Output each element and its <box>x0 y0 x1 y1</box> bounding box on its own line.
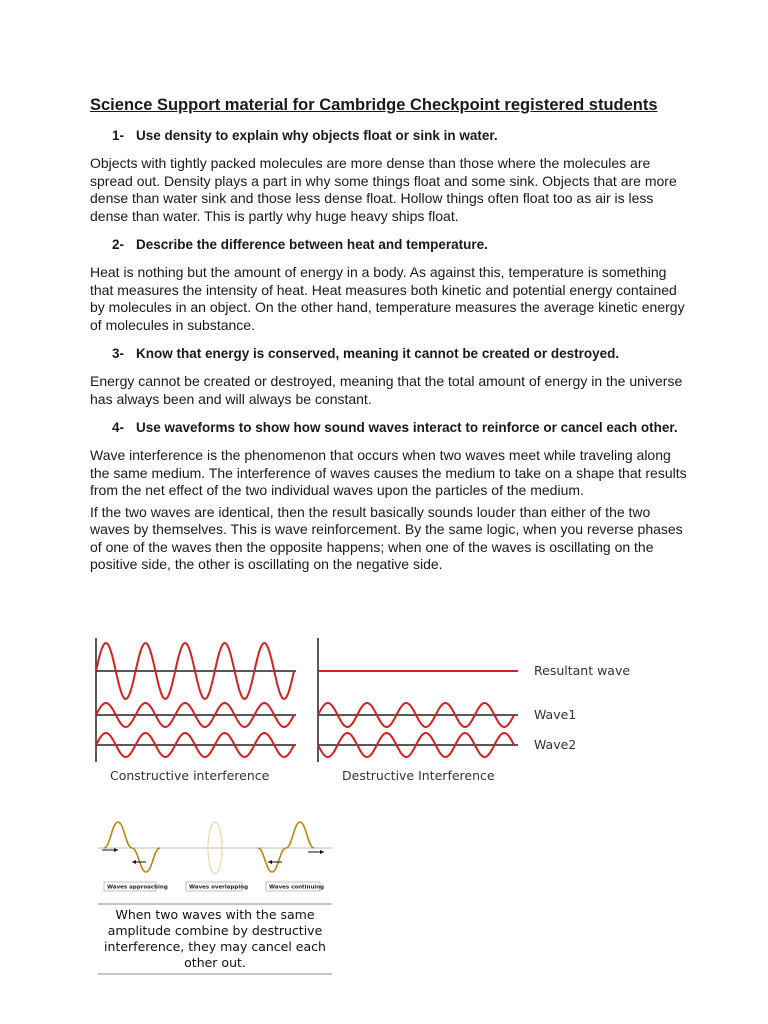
pulse-down-approaching <box>132 848 160 872</box>
interference-diagram <box>90 638 642 790</box>
question-number: 3- <box>112 346 125 361</box>
answer-paragraph: Energy cannot be created or destroyed, meaning that the total amount of energy in the universe has always been and will always be constant. <box>90 373 683 407</box>
question-4 <box>112 418 690 437</box>
question-3 <box>112 344 690 363</box>
question-2 <box>112 235 690 254</box>
label-resultant-wave: Resultant wave <box>534 663 631 678</box>
answer-paragraph: If the two waves are identical, then the result basically sounds louder than either of the two waves by themselves. This is wave reinforcement. By the same logic, when you reverse phases of one of the waves then the opposite happens; when one of the waves is oscillating on the positive side, the other is oscillating on the negative side. <box>90 503 683 572</box>
note-line: When two waves with the same <box>115 907 315 922</box>
question-number: 1- <box>112 128 125 143</box>
question-text: Know that energy is conserved, meaning it cannot be created or destroyed. <box>136 346 620 361</box>
label-wave2: Wave2 <box>534 737 577 752</box>
note-line: other out. <box>184 955 246 970</box>
question-text: Use waveforms to show how sound waves interact to reinforce or cancel each other. <box>136 420 678 435</box>
step-label-overlapping: Waves overlapping <box>189 884 249 891</box>
arrow-left-2-head <box>268 860 272 864</box>
pulse-up-continuing <box>286 822 314 848</box>
question-1 <box>112 126 690 145</box>
question-text: Describe the difference between heat and temperature. <box>136 237 488 252</box>
question-number: 2- <box>112 237 125 252</box>
note-line: amplitude combine by destructive <box>107 923 323 938</box>
arrow-left-head <box>132 860 136 864</box>
step-label-approaching: Waves approaching <box>107 884 168 891</box>
answer-paragraph: Heat is nothing but the amount of energy in a body. As against this, temperature is something that measures the intensity of heat. Heat measures both kinetic and potential energy contained by molecules in an object. On the other hand, temperature measures the average kinetic energy of molecules in substance. <box>90 264 685 333</box>
answer-paragraph: Objects with tightly packed molecules are more dense than those where the molecules are spread out. Density plays a part in why some things float and some sink. Objects that are more dense than water sink and those less dense float. Hollow things often float too as air is less dense than water. This is partly why huge heavy ships float. <box>90 155 677 224</box>
step-label-continuing: Waves continuing <box>269 884 325 891</box>
pulse-cancellation-diagram <box>96 818 334 978</box>
destructive-caption: Destructive Interference <box>342 768 495 783</box>
pulse-up-approaching <box>104 822 132 848</box>
document-title: Science Support material for Cambridge Checkpoint registered students <box>90 96 658 114</box>
arrow-right-head <box>114 848 118 852</box>
constructive-caption: Constructive interference <box>110 768 270 783</box>
question-number: 4- <box>112 420 125 435</box>
document-body <box>90 95 690 578</box>
answer-paragraph: Wave interference is the phenomenon that occurs when two waves meet while traveling along the same medium. The interference of waves causes the medium to take on a shape that results from the net effect of the two individual waves upon the particles of the medium. <box>90 447 687 498</box>
note-line: interference, they may cancel each <box>104 939 326 954</box>
arrow-right-2-head <box>320 850 324 854</box>
question-text: Use density to explain why objects float or sink in water. <box>136 128 498 143</box>
label-wave1: Wave1 <box>534 707 577 722</box>
